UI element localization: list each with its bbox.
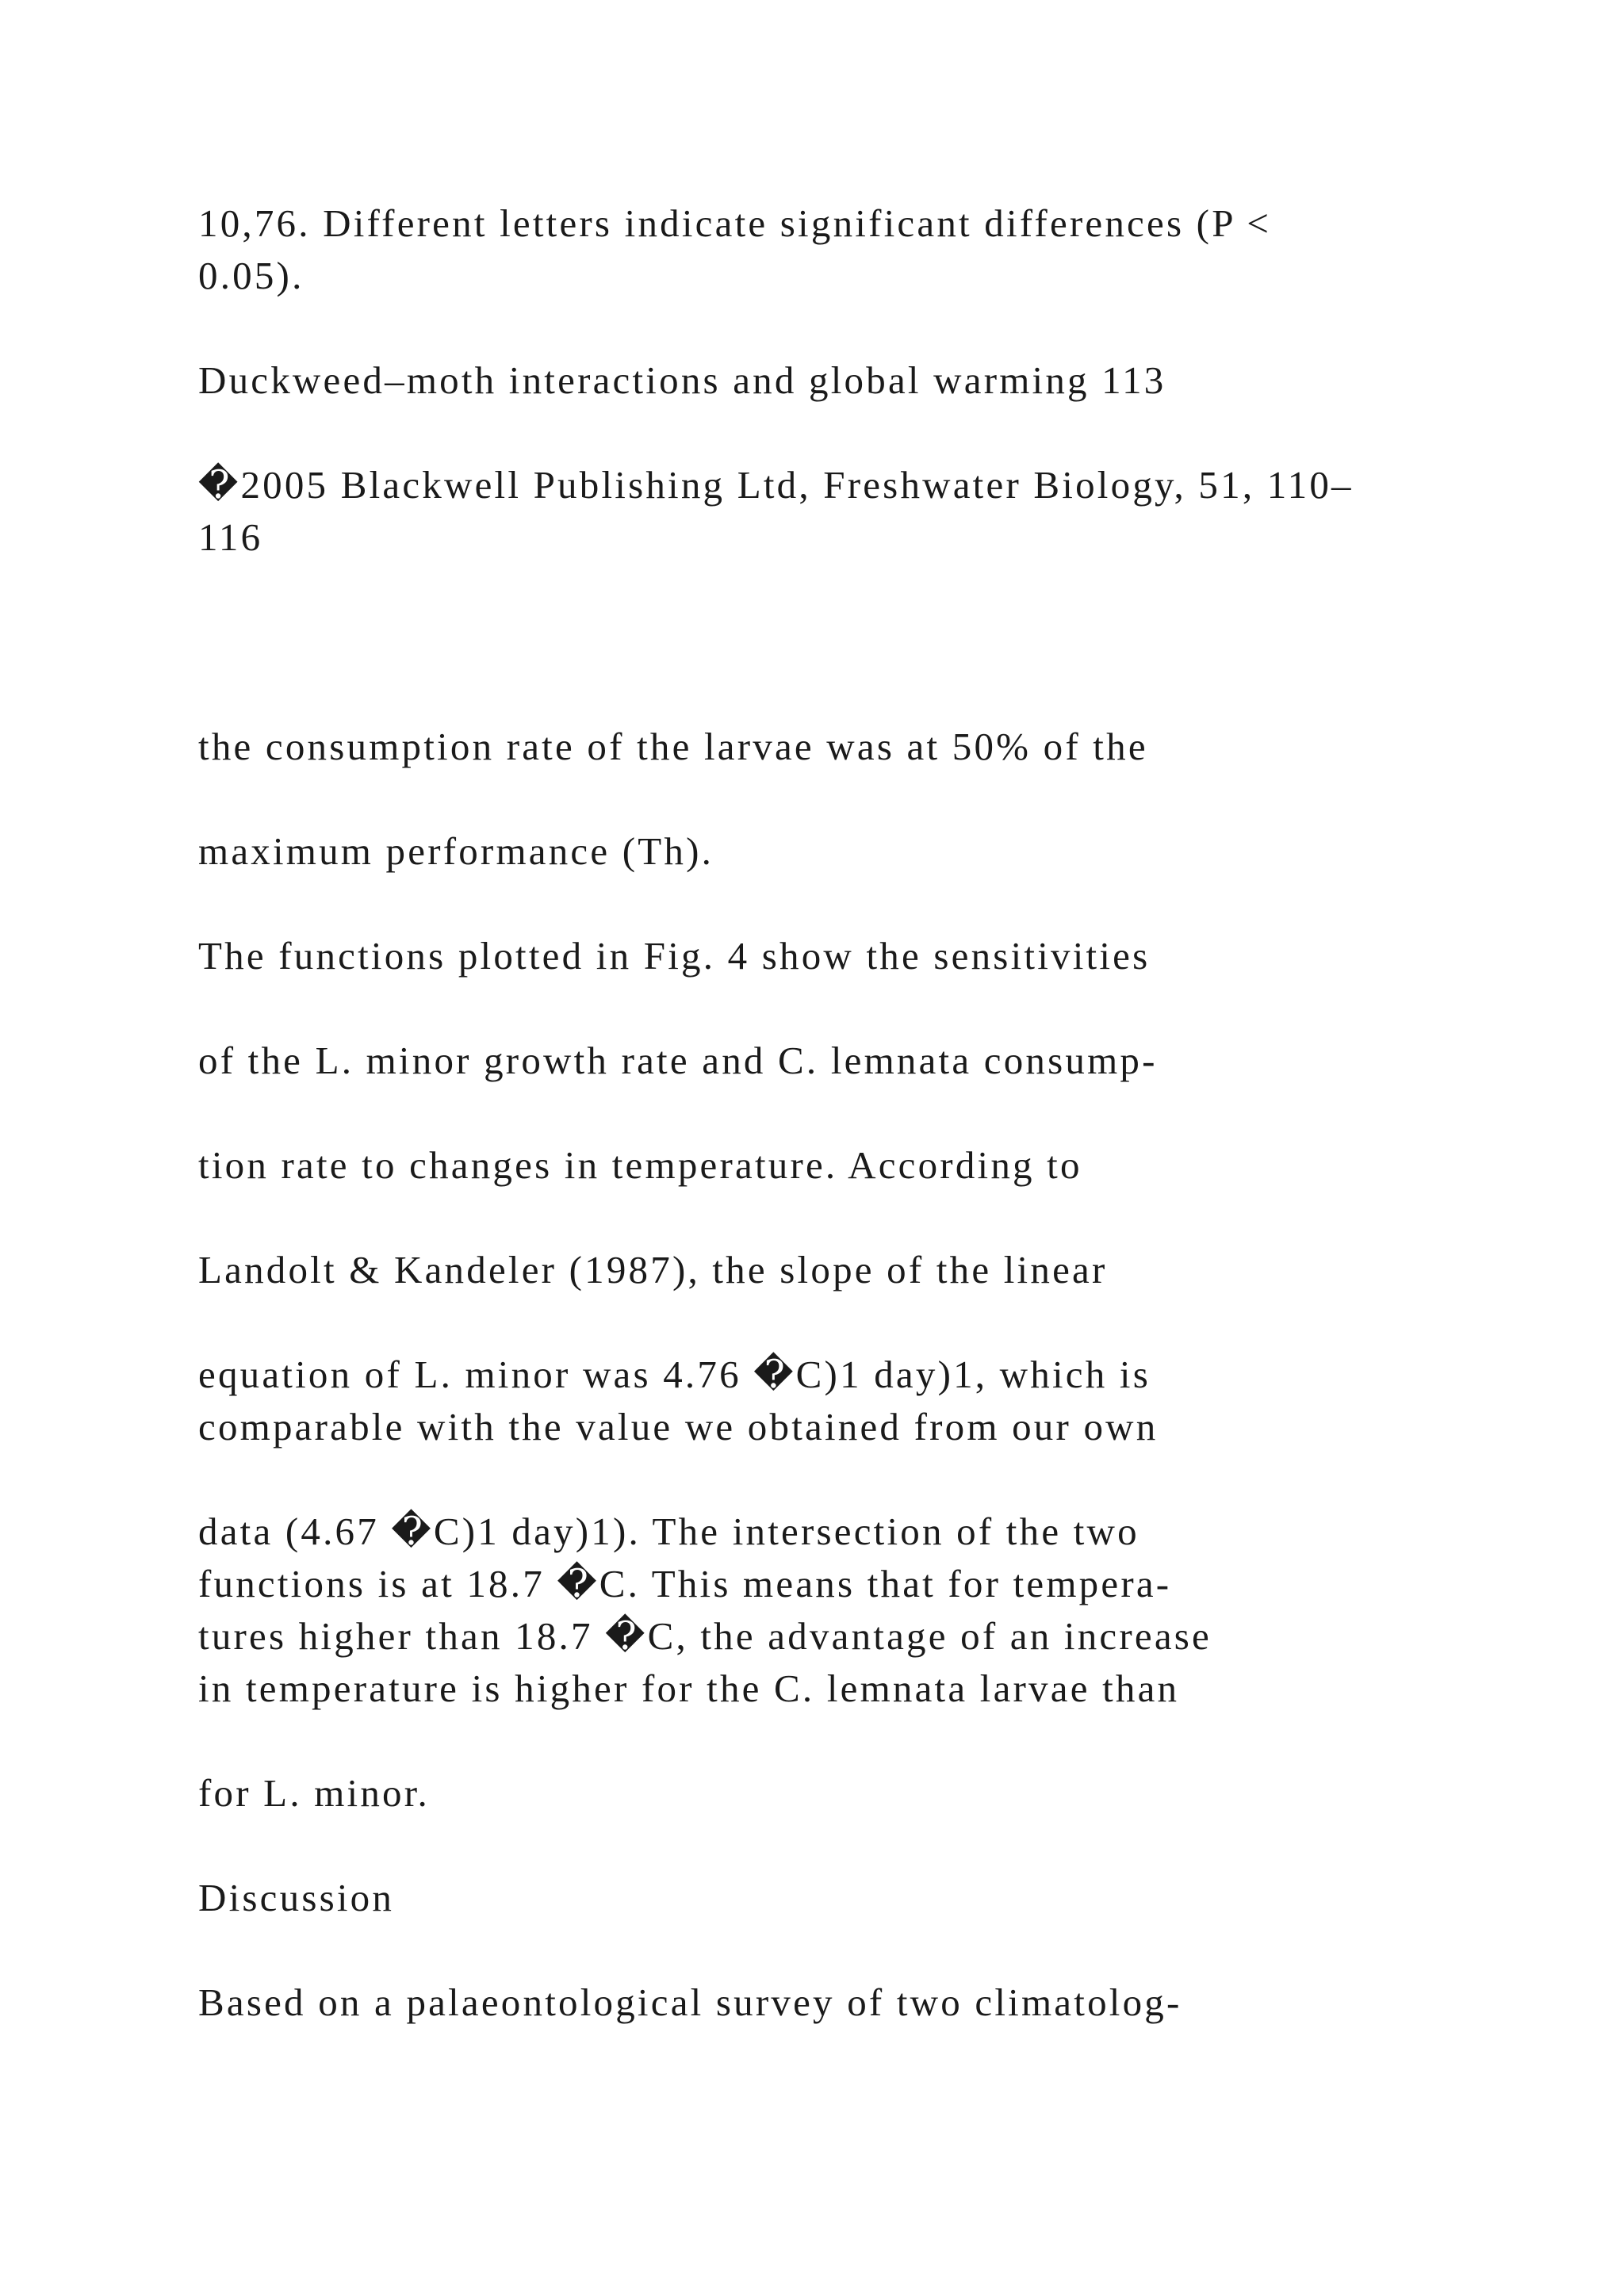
text-line: 10,76. Different letters indicate significant differences (P < [198,201,1272,245]
section-heading [198,1872,394,1924]
text-line: tion rate to changes in temperature. According to [198,1143,1082,1187]
text-line: in temperature is higher for the C. lemnata larvae than [198,1667,1180,1710]
text-line: of the L. minor growth rate and C. lemnata consump- [198,1039,1158,1082]
paragraph [198,1506,1212,1715]
text-line: functions is at 18.7 �C. This means that for tempera- [198,1562,1172,1605]
paragraph [198,1767,430,1820]
paragraph [198,1035,1158,1087]
text-line: comparable with the value we obtained from our own [198,1405,1159,1448]
text-line: 116 [198,515,263,559]
paragraph [198,721,1148,773]
paragraph [198,930,1150,982]
text-line: Based on a palaeontological survey of two climatolog- [198,1980,1182,2024]
text-line: maximum performance (Th). [198,829,714,873]
text-line: The functions plotted in Fig. 4 show the sensitivities [198,934,1151,978]
paragraph [198,197,1271,302]
text-line: for L. minor. [198,1771,431,1815]
text-line: Duckweed–moth interactions and global warming 113 [198,358,1166,402]
paragraph [198,1139,1082,1192]
paragraph [198,1244,1107,1296]
running-header [198,354,1166,407]
text-line: data (4.67 �C)1 day)1). The intersection of the two [198,1510,1139,1553]
text-line: the consumption rate of the larvae was at 50% of the [198,725,1148,768]
text-line: Discussion [198,1876,395,1919]
text-line: equation of L. minor was 4.76 �C)1 day)1, which is [198,1353,1151,1396]
text-line: 0.05). [198,254,304,297]
text-line: �2005 Blackwell Publishing Ltd, Freshwater Biology, 51, 110– [198,463,1354,507]
paragraph [198,1349,1158,1453]
copyright-line [198,459,1354,564]
paragraph [198,825,714,878]
text-line: tures higher than 18.7 �C, the advantage of an increase [198,1614,1212,1658]
paragraph [198,1976,1182,2029]
text-line: Landolt & Kandeler (1987), the slope of the linear [198,1248,1108,1292]
